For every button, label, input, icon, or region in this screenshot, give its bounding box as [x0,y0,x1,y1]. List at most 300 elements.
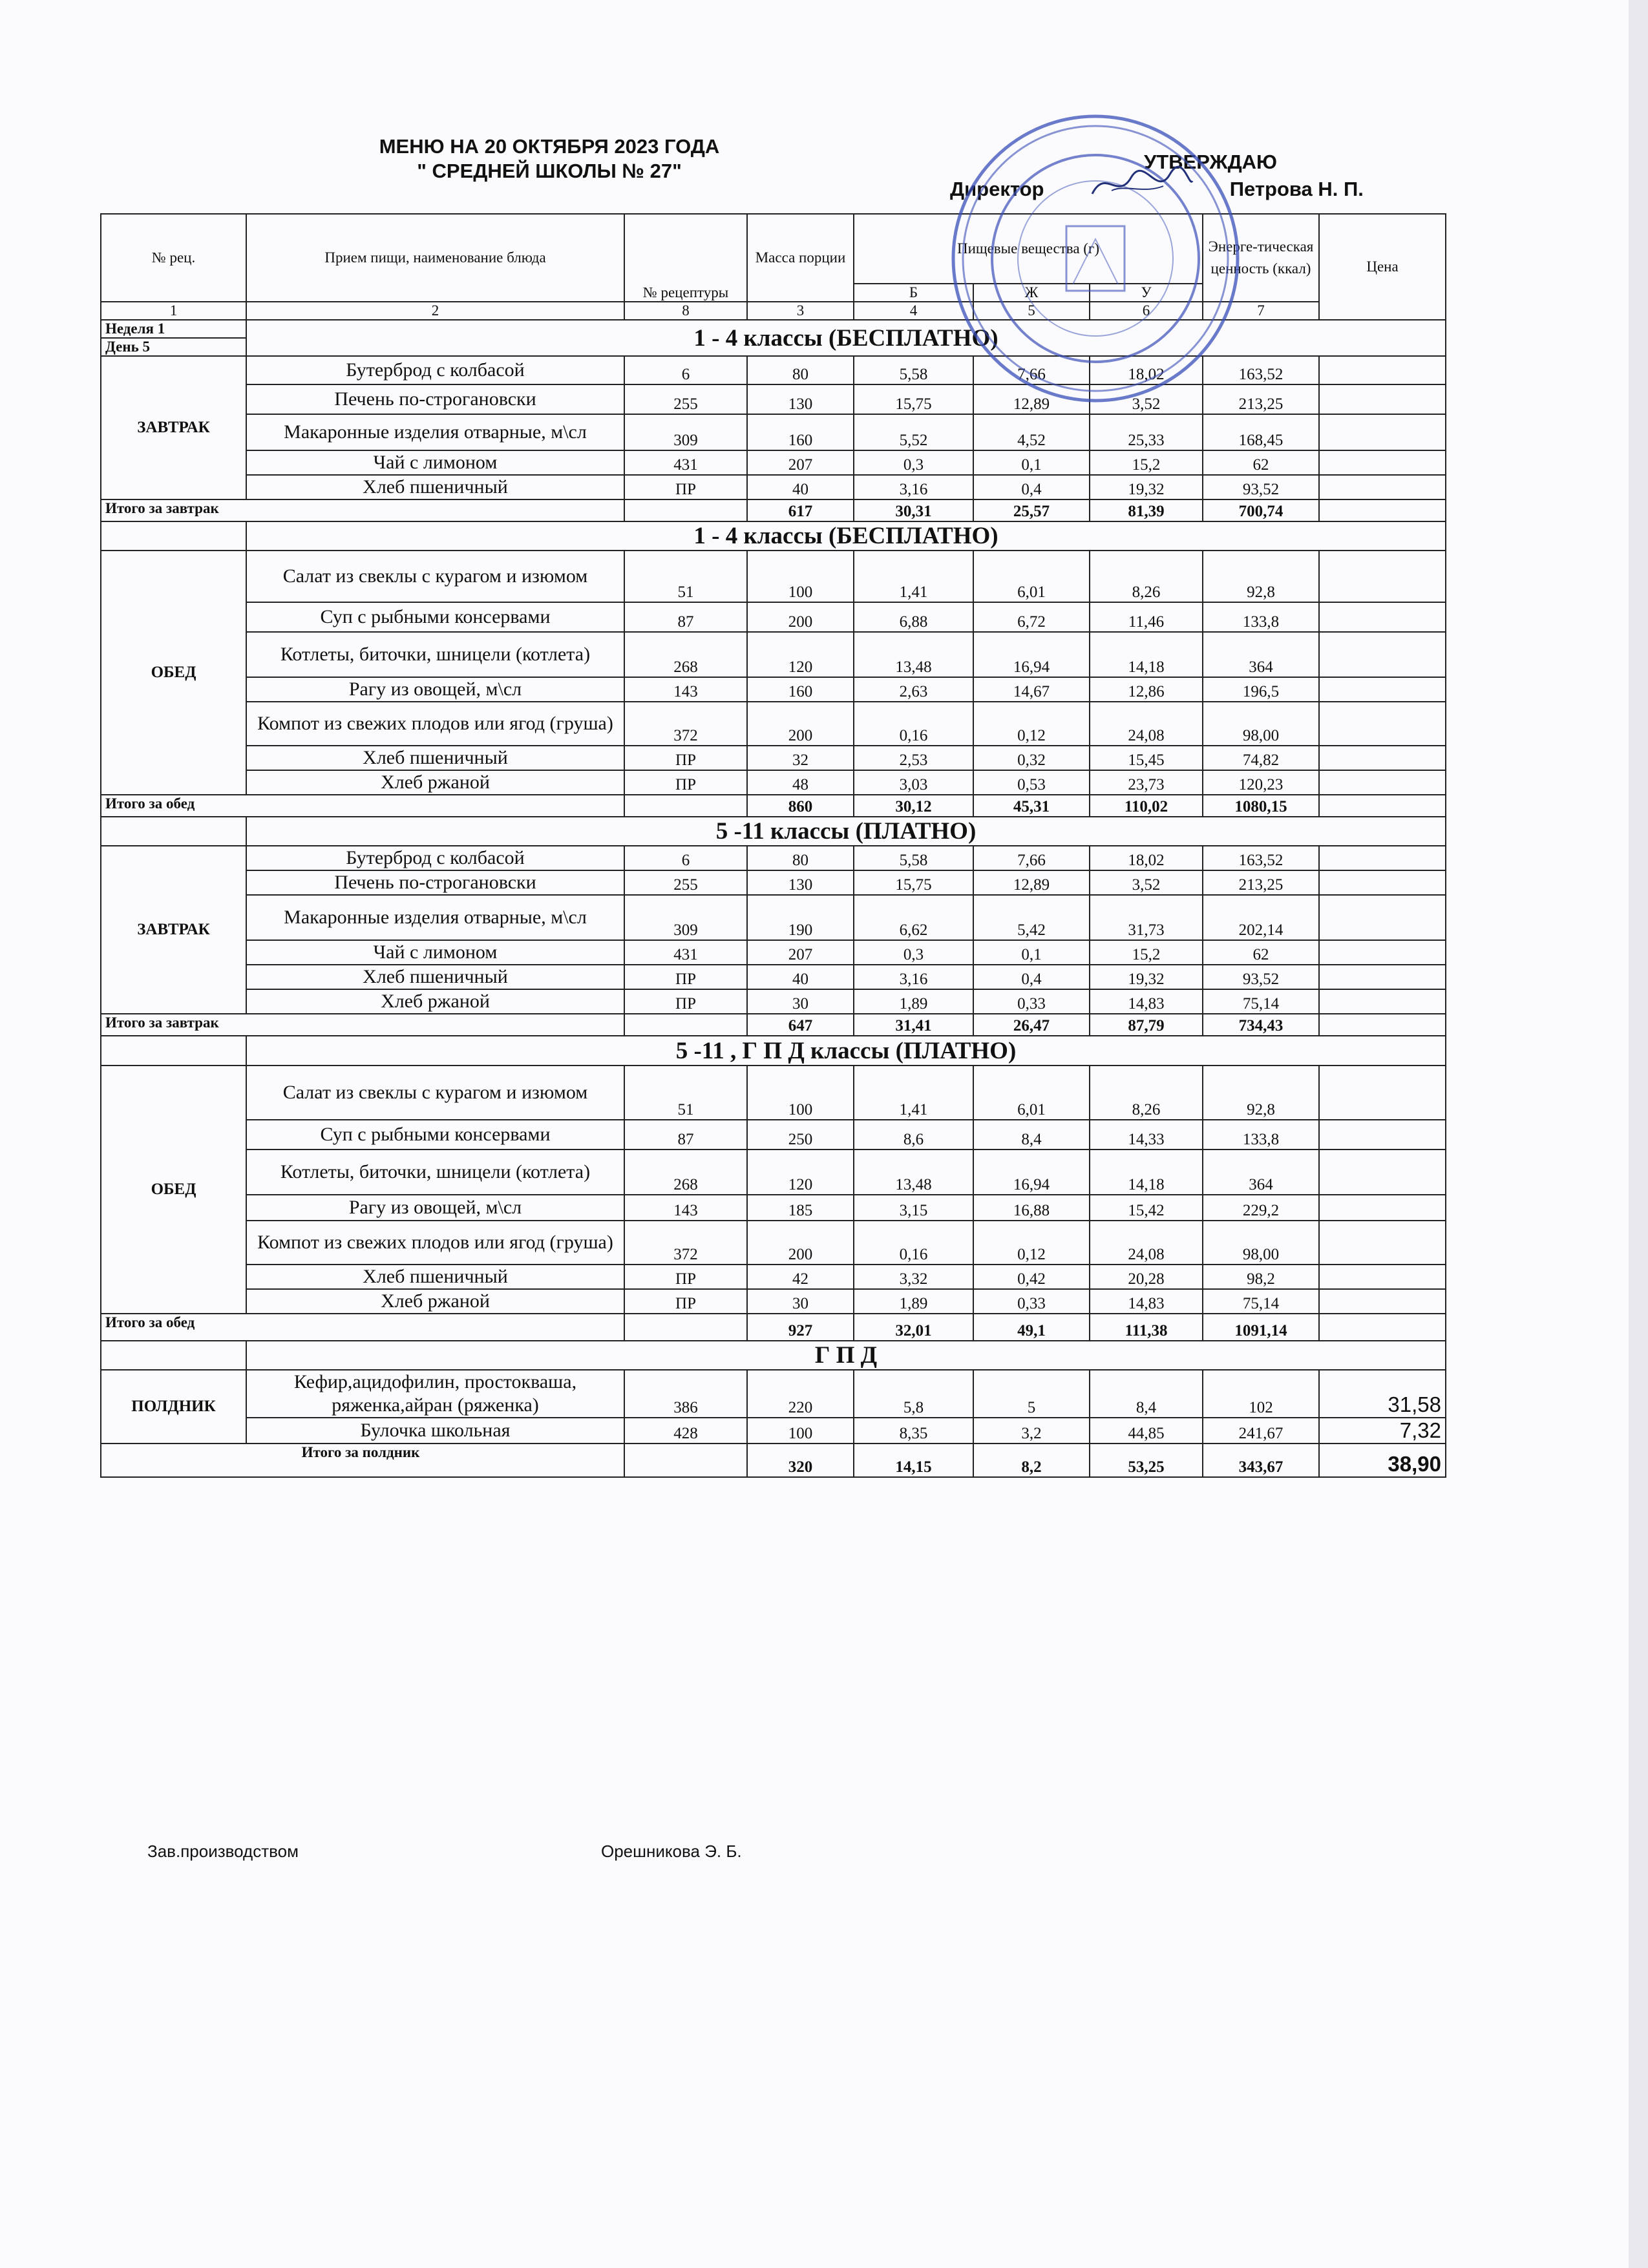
dish-name: Бутерброд с колбасой [246,356,624,384]
menu-title [323,134,776,184]
recipe-number: 431 [624,450,747,475]
section-title: 5 -11 , Г П Д классы (ПЛАТНО) [246,1036,1446,1066]
nutrient-u: 15,42 [1090,1195,1203,1221]
dish-name: Хлеб пшеничный [246,1265,624,1289]
total-empty [624,499,747,521]
recipe-number: 51 [624,551,747,602]
nutrient-e: 92,8 [1203,1066,1319,1120]
menu-row [101,940,1446,965]
nutrient-e: 168,45 [1203,414,1319,450]
menu-row [101,989,1446,1014]
price-empty [1319,746,1446,770]
total-b: 30,31 [854,499,973,521]
recipe-number: 143 [624,677,747,702]
price-empty [1319,551,1446,602]
total-u: 110,02 [1090,795,1203,817]
dish-name: Бутерброд с колбасой [246,846,624,870]
nutrient-e: 74,82 [1203,746,1319,770]
nutrient-b: 6,62 [854,895,973,940]
meal-label: ПОЛДНИК [101,1370,246,1444]
nutrient-u: 3,52 [1090,384,1203,414]
nutrient-b: 1,41 [854,551,973,602]
total-mass: 320 [747,1444,854,1477]
portion-mass: 200 [747,1221,854,1265]
nutrient-zh: 6,72 [973,602,1090,632]
nutrient-zh: 6,01 [973,551,1090,602]
nutrient-b: 13,48 [854,632,973,677]
recipe-number: ПР [624,746,747,770]
recipe-number: 87 [624,1120,747,1150]
nutrient-u: 20,28 [1090,1265,1203,1289]
recipe-number: 372 [624,1221,747,1265]
s5-title-spacer [101,1341,246,1370]
nutrient-u: 14,83 [1090,989,1203,1014]
nutrient-u: 15,45 [1090,746,1203,770]
menu-row [101,1221,1446,1265]
recipe-number: ПР [624,770,747,795]
section-title-1: 1 - 4 классы (БЕСПЛАТНО) [246,320,1446,356]
nutrient-zh: 14,67 [973,677,1090,702]
recipe-number: 309 [624,895,747,940]
menu-row [101,846,1446,870]
recipe-number: ПР [624,1289,747,1314]
price-empty [1319,989,1446,1014]
price-empty [1319,1289,1446,1314]
nutrient-e: 133,8 [1203,602,1319,632]
day-label: День 5 [101,338,246,356]
dish-name: Компот из свежих плодов или ягод (груша) [246,1221,624,1265]
total-empty [624,795,747,817]
nutrient-u: 19,32 [1090,475,1203,499]
dish-name: Суп с рыбными консервами [246,602,624,632]
portion-mass: 207 [747,940,854,965]
nutrient-u: 14,33 [1090,1120,1203,1150]
nutrient-zh: 0,4 [973,965,1090,989]
menu-row [101,677,1446,702]
portion-mass: 250 [747,1120,854,1150]
nutrient-zh: 0,33 [973,989,1090,1014]
total-zh: 49,1 [973,1314,1090,1341]
dish-name: Компот из свежих плодов или ягод (груша) [246,702,624,746]
nutrient-zh: 7,66 [973,356,1090,384]
total-b: 31,41 [854,1014,973,1036]
nutrient-zh: 0,12 [973,1221,1090,1265]
nutrient-zh: 0,1 [973,940,1090,965]
dish-name: Хлеб пшеничный [246,965,624,989]
dish-name: Рагу из овощей, м\сл [246,677,624,702]
nutrient-b: 3,16 [854,475,973,499]
nutrient-zh: 0,1 [973,450,1090,475]
col-num-8: 8 [624,302,747,320]
price-empty [1319,632,1446,677]
total-label: Итого за обед [101,795,624,817]
nutrient-e: 93,52 [1203,965,1319,989]
col-num-7: 7 [1203,302,1319,320]
portion-mass: 30 [747,989,854,1014]
nutrient-zh: 4,52 [973,414,1090,450]
dish-name: Рагу из овощей, м\сл [246,1195,624,1221]
nutrient-e: 62 [1203,940,1319,965]
nutrient-u: 23,73 [1090,770,1203,795]
price-empty [1319,702,1446,746]
dish-name: Макаронные изделия отварные, м\сл [246,414,624,450]
recipe-number: 143 [624,1195,747,1221]
nutrient-u: 25,33 [1090,414,1203,450]
nutrient-b: 15,75 [854,384,973,414]
section-title: Г П Д [246,1341,1446,1370]
nutrient-b: 0,3 [854,450,973,475]
nutrient-zh: 0,53 [973,770,1090,795]
section-title: 1 - 4 классы (БЕСПЛАТНО) [246,521,1446,551]
total-e: 1091,14 [1203,1314,1319,1341]
nutrient-e: 98,00 [1203,702,1319,746]
nutrient-b: 15,75 [854,870,973,895]
nutrient-zh: 3,2 [973,1418,1090,1444]
portion-mass: 160 [747,677,854,702]
s3-title-spacer [101,817,246,846]
nutrient-zh: 12,89 [973,870,1090,895]
menu-row [101,1195,1446,1221]
price-empty [1319,846,1446,870]
nutrient-u: 24,08 [1090,702,1203,746]
col-num-4: 4 [854,302,973,320]
total-label: Итого за завтрак [101,499,624,521]
menu-row [101,1066,1446,1120]
menu-row [101,1370,1446,1418]
total-label: Итого за полдник [101,1444,624,1477]
nutrient-e: 213,25 [1203,870,1319,895]
col-nutrients: Пищевые вещества (г) [854,214,1203,284]
nutrient-u: 18,02 [1090,846,1203,870]
col-price: Цена [1319,214,1446,320]
col-u: У [1090,284,1203,302]
nutrient-u: 14,18 [1090,632,1203,677]
portion-mass: 207 [747,450,854,475]
nutrient-u: 11,46 [1090,602,1203,632]
dish-name: Чай с лимоном [246,940,624,965]
nutrient-e: 75,14 [1203,989,1319,1014]
recipe-number: 268 [624,632,747,677]
portion-mass: 120 [747,1150,854,1195]
nutrient-u: 3,52 [1090,870,1203,895]
price-empty [1319,475,1446,499]
menu-row [101,1265,1446,1289]
nutrient-zh: 0,33 [973,1289,1090,1314]
portion-mass: 130 [747,870,854,895]
total-empty [624,1444,747,1477]
total-row [101,795,1446,817]
dish-name: Котлеты, биточки, шницели (котлета) [246,1150,624,1195]
page-edge-shadow [1629,0,1648,2268]
total-label: Итого за обед [101,1314,624,1341]
dish-name: Кефир,ацидофилин, простокваша, ряженка,айран (ряженка) [246,1370,624,1418]
total-e: 343,67 [1203,1444,1319,1477]
col-b: Б [854,284,973,302]
portion-mass: 32 [747,746,854,770]
nutrient-zh: 0,32 [973,746,1090,770]
dish-name: Чай с лимоном [246,450,624,475]
total-zh: 26,47 [973,1014,1090,1036]
portion-mass: 100 [747,1066,854,1120]
nutrient-e: 120,23 [1203,770,1319,795]
approval-block [950,149,1402,203]
nutrient-e: 98,2 [1203,1265,1319,1289]
portion-mass: 40 [747,965,854,989]
nutrient-e: 93,52 [1203,475,1319,499]
nutrient-u: 24,08 [1090,1221,1203,1265]
price-empty [1319,414,1446,450]
price-value: 7,32 [1319,1418,1446,1444]
col-dish: Прием пищи, наименование блюда [246,214,624,302]
nutrient-b: 5,58 [854,356,973,384]
total-b: 32,01 [854,1314,973,1341]
footer-name: Орешникова Э. Б. [601,1842,742,1861]
col-energy: Энерге-тическая ценность (ккал) [1203,214,1319,302]
menu-row [101,384,1446,414]
portion-mass: 80 [747,356,854,384]
nutrient-b: 6,88 [854,602,973,632]
nutrient-e: 241,67 [1203,1418,1319,1444]
menu-row [101,632,1446,677]
footer-role: Зав.производством [147,1842,299,1861]
nutrient-zh: 0,4 [973,475,1090,499]
price-empty [1319,965,1446,989]
price-empty [1319,1314,1446,1341]
col-num-3: 3 [747,302,854,320]
meal-label: ЗАВТРАК [101,356,246,499]
menu-row [101,1120,1446,1150]
menu-row [101,870,1446,895]
nutrient-e: 213,25 [1203,384,1319,414]
portion-mass: 30 [747,1289,854,1314]
menu-row [101,551,1446,602]
total-price: 38,90 [1319,1444,1446,1477]
total-e: 700,74 [1203,499,1319,521]
total-mass: 647 [747,1014,854,1036]
nutrient-b: 0,3 [854,940,973,965]
price-empty [1319,602,1446,632]
nutrient-e: 202,14 [1203,895,1319,940]
price-empty [1319,677,1446,702]
price-empty [1319,1120,1446,1150]
recipe-number: 428 [624,1418,747,1444]
nutrient-u: 14,18 [1090,1150,1203,1195]
dish-name: Хлеб пшеничный [246,475,624,499]
nutrient-b: 5,52 [854,414,973,450]
portion-mass: 40 [747,475,854,499]
menu-row [101,414,1446,450]
total-row [101,1444,1446,1477]
total-mass: 617 [747,499,854,521]
dish-name: Хлеб пшеничный [246,746,624,770]
nutrient-e: 163,52 [1203,846,1319,870]
nutrient-u: 8,26 [1090,551,1203,602]
nutrient-e: 229,2 [1203,1195,1319,1221]
price-empty [1319,384,1446,414]
portion-mass: 160 [747,414,854,450]
menu-row [101,450,1446,475]
dish-name: Макаронные изделия отварные, м\сл [246,895,624,940]
total-zh: 25,57 [973,499,1090,521]
total-u: 111,38 [1090,1314,1203,1341]
dish-name: Хлеб ржаной [246,989,624,1014]
menu-row [101,702,1446,746]
nutrient-e: 92,8 [1203,551,1319,602]
nutrient-zh: 16,94 [973,1150,1090,1195]
menu-row [101,965,1446,989]
nutrient-e: 75,14 [1203,1289,1319,1314]
col-num-5: 5 [973,302,1090,320]
portion-mass: 185 [747,1195,854,1221]
s2-title-spacer [101,521,246,551]
nutrient-zh: 16,94 [973,632,1090,677]
recipe-number: 309 [624,414,747,450]
nutrient-b: 8,6 [854,1120,973,1150]
menu-table [100,213,1446,1478]
nutrient-e: 196,5 [1203,677,1319,702]
nutrient-b: 1,89 [854,1289,973,1314]
nutrient-e: 62 [1203,450,1319,475]
portion-mass: 48 [747,770,854,795]
recipe-number: 372 [624,702,747,746]
nutrient-b: 2,53 [854,746,973,770]
nutrient-u: 31,73 [1090,895,1203,940]
nutrient-b: 2,63 [854,677,973,702]
total-mass: 860 [747,795,854,817]
col-num-1: 1 [101,302,246,320]
dish-name: Печень по-строгановски [246,870,624,895]
nutrient-b: 0,16 [854,1221,973,1265]
nutrient-zh: 12,89 [973,384,1090,414]
nutrient-b: 1,41 [854,1066,973,1120]
nutrient-b: 5,8 [854,1370,973,1418]
total-e: 1080,15 [1203,795,1319,817]
recipe-number: 431 [624,940,747,965]
nutrient-zh: 5,42 [973,895,1090,940]
recipe-number: 386 [624,1370,747,1418]
price-empty [1319,499,1446,521]
nutrient-zh: 8,4 [973,1120,1090,1150]
total-e: 734,43 [1203,1014,1319,1036]
portion-mass: 100 [747,1418,854,1444]
menu-row [101,1150,1446,1195]
portion-mass: 190 [747,895,854,940]
price-empty [1319,1221,1446,1265]
nutrient-u: 12,86 [1090,677,1203,702]
approve-label: УТВЕРЖДАЮ [1144,151,1278,173]
dish-name: Печень по-строгановски [246,384,624,414]
menu-row [101,356,1446,384]
meal-label: ЗАВТРАК [101,846,246,1014]
week-label: Неделя 1 [101,320,246,338]
nutrient-zh: 16,88 [973,1195,1090,1221]
price-empty [1319,1014,1446,1036]
total-u: 87,79 [1090,1014,1203,1036]
nutrient-u: 19,32 [1090,965,1203,989]
dish-name: Булочка школьная [246,1418,624,1444]
price-empty [1319,795,1446,817]
menu-row [101,895,1446,940]
recipe-number: ПР [624,1265,747,1289]
price-empty [1319,895,1446,940]
price-value: 31,58 [1319,1370,1446,1418]
menu-row [101,602,1446,632]
nutrient-e: 163,52 [1203,356,1319,384]
portion-mass: 80 [747,846,854,870]
price-empty [1319,1066,1446,1120]
col-recipe-no: № рецептуры [624,214,747,302]
meal-label: ОБЕД [101,551,246,795]
menu-row [101,770,1446,795]
dish-name: Котлеты, биточки, шницели (котлета) [246,632,624,677]
nutrient-zh: 7,66 [973,846,1090,870]
nutrient-u: 8,4 [1090,1370,1203,1418]
nutrient-b: 0,16 [854,702,973,746]
total-mass: 927 [747,1314,854,1341]
menu-row [101,475,1446,499]
portion-mass: 120 [747,632,854,677]
recipe-number: ПР [624,965,747,989]
price-empty [1319,940,1446,965]
price-empty [1319,356,1446,384]
total-zh: 8,2 [973,1444,1090,1477]
total-b: 30,12 [854,795,973,817]
nutrient-zh: 0,42 [973,1265,1090,1289]
recipe-number: 6 [624,356,747,384]
menu-row [101,1418,1446,1444]
section-title: 5 -11 классы (ПЛАТНО) [246,817,1446,846]
director-label: Директор [950,178,1044,200]
price-empty [1319,770,1446,795]
price-empty [1319,1150,1446,1195]
portion-mass: 42 [747,1265,854,1289]
dish-name: Салат из свеклы с курагом и изюмом [246,1066,624,1120]
total-u: 53,25 [1090,1444,1203,1477]
total-empty [624,1014,747,1036]
dish-name: Суп с рыбными консервами [246,1120,624,1150]
nutrient-e: 133,8 [1203,1120,1319,1150]
portion-mass: 200 [747,602,854,632]
dish-name: Салат из свеклы с курагом и изюмом [246,551,624,602]
total-b: 14,15 [854,1444,973,1477]
nutrient-u: 44,85 [1090,1418,1203,1444]
dish-name: Хлеб ржаной [246,770,624,795]
col-zh: Ж [973,284,1090,302]
col-num-2: 2 [246,302,624,320]
price-empty [1319,1195,1446,1221]
menu-title-line1: МЕНЮ НА 20 ОКТЯБРЯ 2023 ГОДА [379,135,720,158]
nutrient-zh: 0,12 [973,702,1090,746]
portion-mass: 100 [747,551,854,602]
price-empty [1319,870,1446,895]
portion-mass: 220 [747,1370,854,1418]
meal-label: ОБЕД [101,1066,246,1314]
nutrient-u: 15,2 [1090,450,1203,475]
recipe-number: 6 [624,846,747,870]
s4-title-spacer [101,1036,246,1066]
nutrient-e: 98,00 [1203,1221,1319,1265]
nutrient-b: 13,48 [854,1150,973,1195]
nutrient-u: 18,02 [1090,356,1203,384]
recipe-number: ПР [624,475,747,499]
recipe-number: 87 [624,602,747,632]
price-empty [1319,450,1446,475]
portion-mass: 130 [747,384,854,414]
nutrient-b: 8,35 [854,1418,973,1444]
recipe-number: 255 [624,870,747,895]
menu-title-line2: " СРЕДНЕЙ ШКОЛЫ № 27" [417,160,682,182]
nutrient-u: 8,26 [1090,1066,1203,1120]
